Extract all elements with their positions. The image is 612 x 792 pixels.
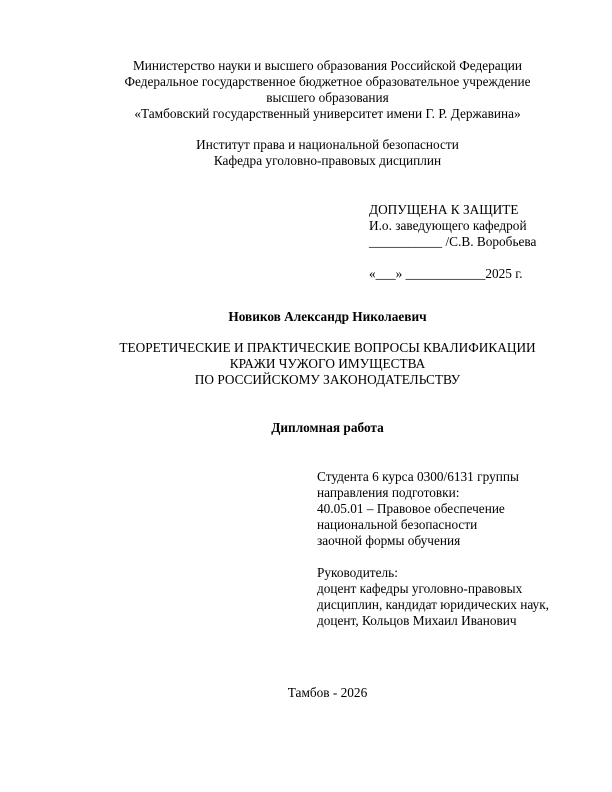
institute-name: Институт права и национальной безопасности (196, 137, 459, 152)
student-line: заочной формы обучения (317, 533, 461, 548)
approval-line: ___________ /С.В. Воробьева (369, 234, 537, 249)
header-line: Федеральное государственное бюджетное образовательное учреждение (124, 74, 531, 89)
title-line: ТЕОРЕТИЧЕСКИЕ И ПРАКТИЧЕСКИЕ ВОПРОСЫ КВАЛИФИКАЦИИ (119, 340, 536, 355)
student-line: направления подготовки: (317, 485, 460, 500)
department-name: Кафедра уголовно-правовых дисциплин (213, 153, 442, 168)
approval-date: «___» ____________2025 г. (369, 266, 523, 281)
author-name: Новиков Александр Николаевич (228, 309, 427, 324)
ministry-header (100, 58, 555, 122)
title-line: КРАЖИ ЧУЖОГО ИМУЩЕСТВА (229, 356, 426, 371)
student-line: Студента 6 курса 0300/6131 группы (317, 469, 519, 484)
student-block (317, 469, 519, 549)
city-year: Тамбов - 2026 (287, 685, 368, 700)
student-line: 40.05.01 – Правовое обеспечение (317, 501, 505, 516)
supervisor-block (317, 565, 549, 629)
approval-block (369, 202, 536, 282)
header-line: «Тамбовский государственный университет имени Г. Р. Державина» (134, 106, 521, 121)
header-line: высшего образования (266, 90, 389, 105)
header-line: Министерство науки и высшего образования Российской Федерации (132, 58, 523, 73)
supervisor-line: доцент, Кольцов Михаил Иванович (317, 613, 517, 628)
title-line: ПО РОССИЙСКОМУ ЗАКОНОДАТЕЛЬСТВУ (194, 372, 461, 387)
supervisor-line: Руководитель: (317, 565, 398, 580)
approval-line: ДОПУЩЕНА К ЗАЩИТЕ (369, 202, 519, 217)
student-line: национальной безопасности (317, 517, 478, 532)
approval-line: И.о. заведующего кафедрой (369, 218, 527, 233)
supervisor-line: доцент кафедры уголовно-правовых (317, 581, 523, 596)
work-type: Дипломная работа (271, 420, 384, 435)
thesis-title (100, 340, 555, 388)
department-block (100, 137, 555, 169)
supervisor-line: дисциплин, кандидат юридических наук, (317, 597, 549, 612)
